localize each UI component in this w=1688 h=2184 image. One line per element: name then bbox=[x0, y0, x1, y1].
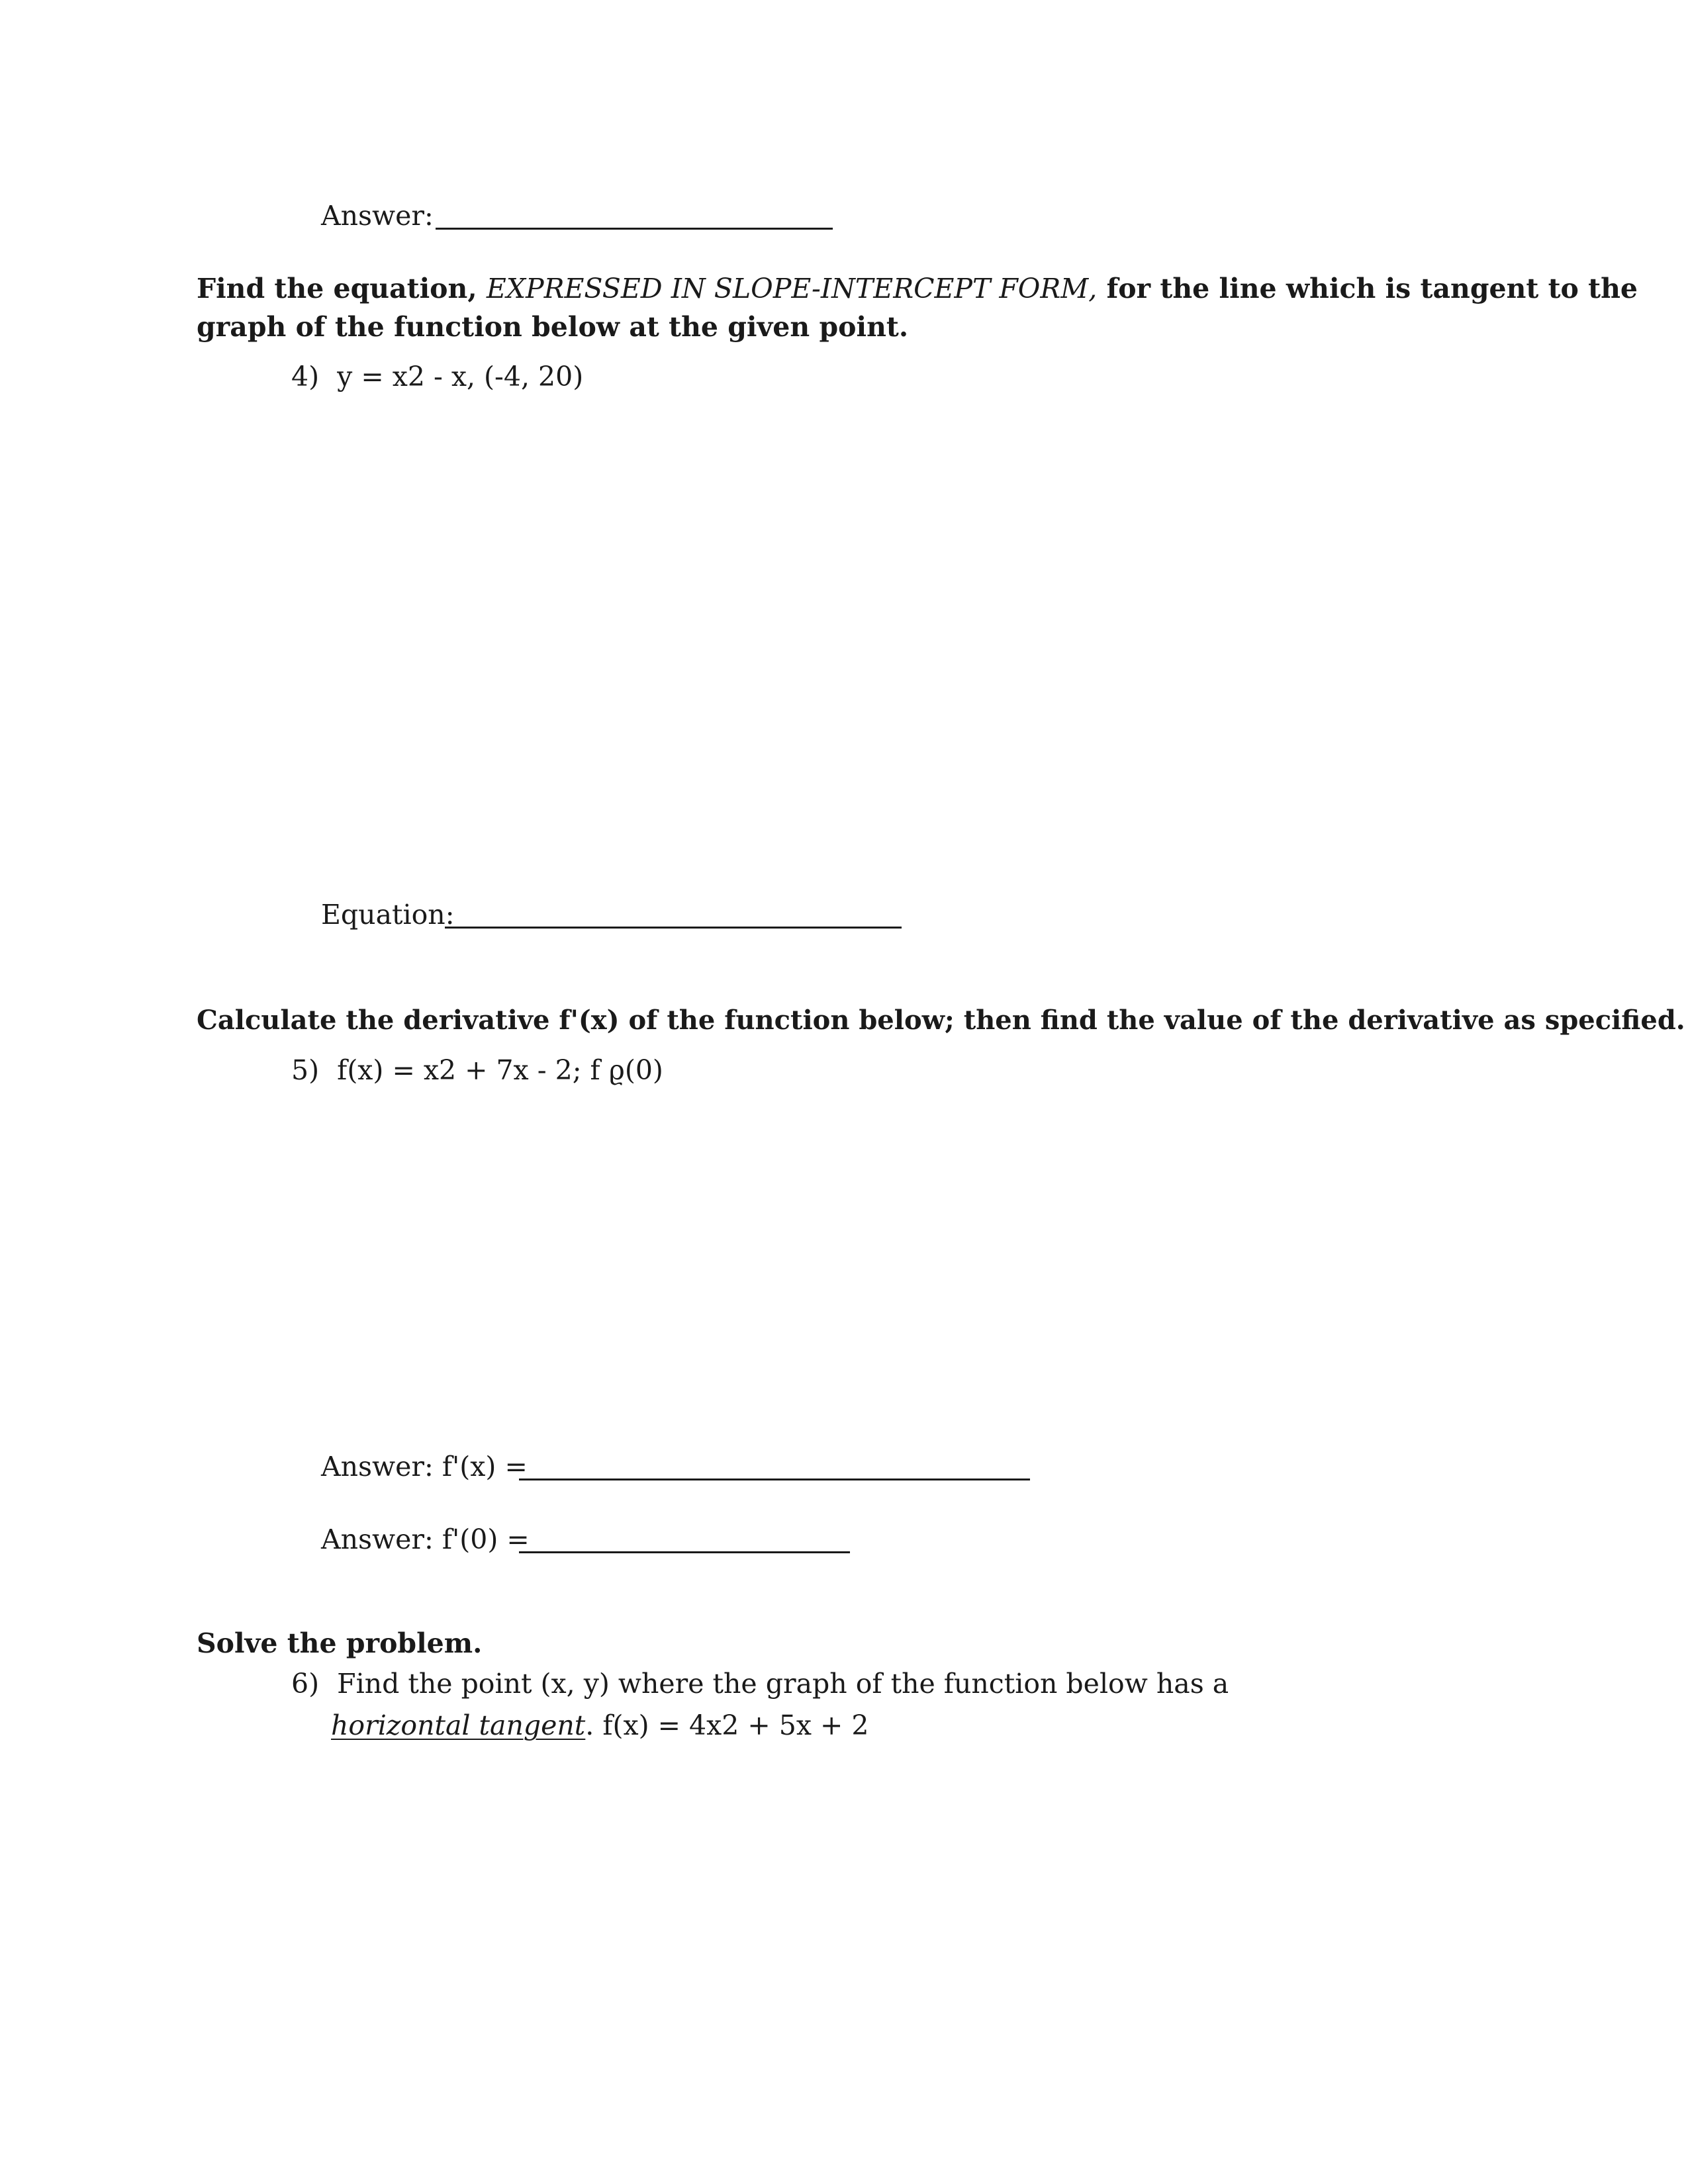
problem-6-text: Find the point (x, y) where the graph of the function below has a bbox=[337, 1668, 1229, 1700]
problem-6-number: 6) bbox=[291, 1668, 320, 1700]
problem-5-number: 5) bbox=[291, 1054, 320, 1086]
problem-5 bbox=[291, 1054, 663, 1086]
problem-5-text: f(x) = x2 + 7x - 2; f ϱ(0) bbox=[337, 1054, 663, 1086]
equation-blank[interactable] bbox=[445, 927, 902, 929]
slope-intercept-emphasis: EXPRESSED IN SLOPE-INTERCEPT FORM, bbox=[486, 273, 1098, 304]
top-answer-blank[interactable] bbox=[436, 228, 833, 230]
problem-6-line2 bbox=[331, 1709, 868, 1741]
solve-instruction: Solve the problem. bbox=[197, 1627, 483, 1659]
problem-6-function: . f(x) = 4x2 + 5x + 2 bbox=[585, 1709, 869, 1741]
fprime-x-label: Answer: f'(x) = bbox=[321, 1451, 528, 1482]
tangent-instruction-line1: Find the equation, EXPRESSED IN SLOPE-INTERCEPT FORM, for the line which is tangent to the bbox=[197, 273, 1638, 304]
derivative-instruction: Calculate the derivative f'(x) of the function below; then find the value of the derivative as specified. bbox=[197, 1005, 1685, 1036]
problem-6-line1 bbox=[291, 1668, 1229, 1700]
problem-4 bbox=[291, 361, 583, 392]
fprime-0-blank[interactable] bbox=[519, 1551, 850, 1553]
fprime-0-label: Answer: f'(0) = bbox=[321, 1524, 530, 1555]
equation-label: Equation: bbox=[321, 899, 455, 931]
problem-4-text: y = x2 - x, (-4, 20) bbox=[337, 361, 584, 392]
top-answer-label: Answer: bbox=[321, 200, 434, 232]
fprime-x-blank[interactable] bbox=[519, 1479, 1030, 1480]
tangent-instruction-line2: graph of the function below at the given point. bbox=[197, 311, 909, 343]
horizontal-tangent-emphasis: horizontal tangent bbox=[331, 1709, 586, 1741]
problem-4-number: 4) bbox=[291, 361, 320, 392]
